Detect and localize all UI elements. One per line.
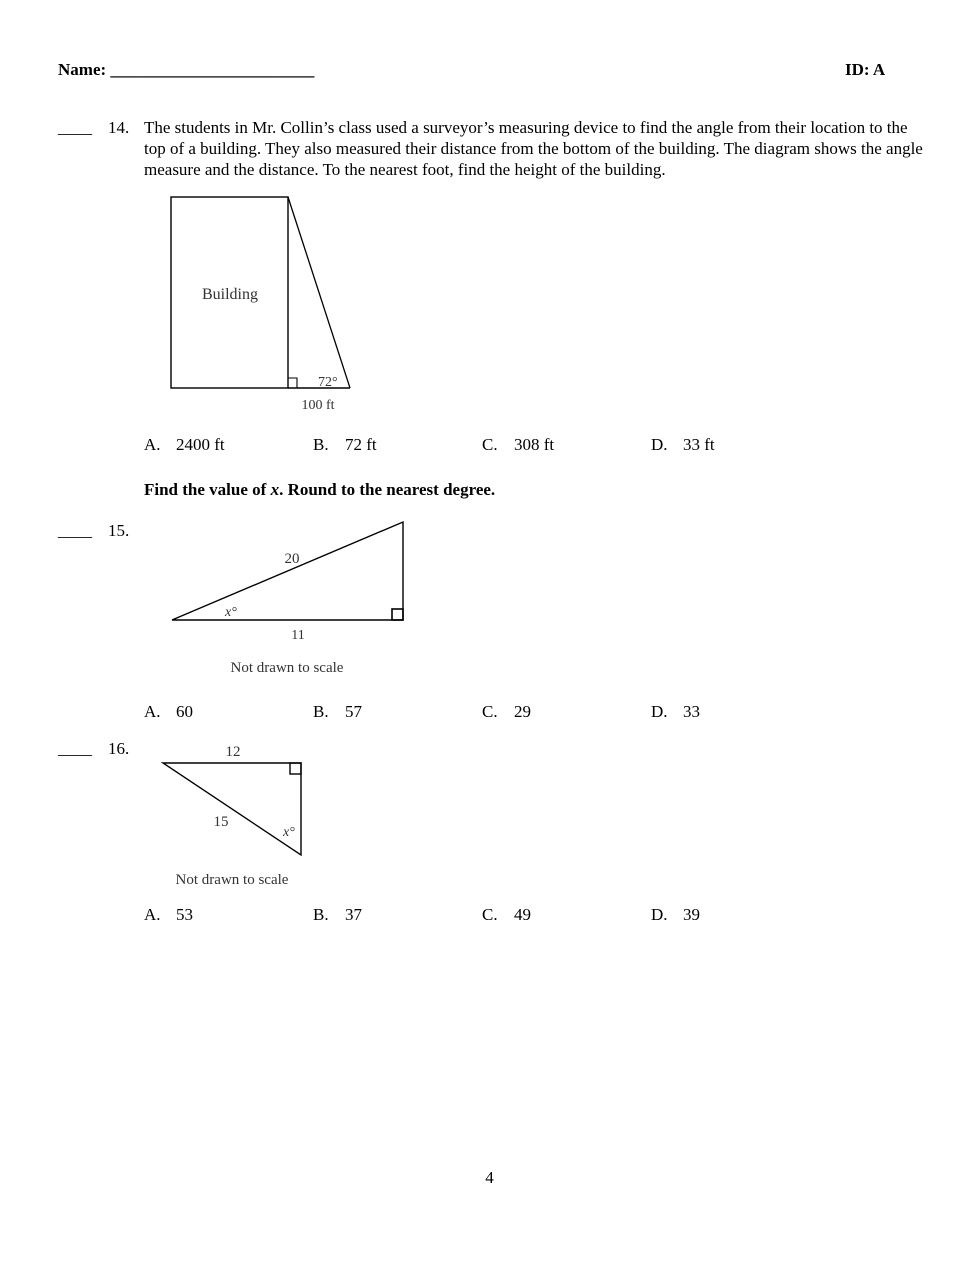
choice-a[interactable]: A. 60	[144, 702, 193, 721]
choice-b[interactable]: B. 72 ft	[313, 435, 377, 454]
answer-blank: ____	[58, 739, 92, 758]
question-number: 16.	[108, 739, 130, 758]
choice-b[interactable]: B. 57	[313, 702, 362, 721]
right-angle-mark	[288, 378, 297, 388]
base-label: 11	[291, 628, 305, 643]
choice-d[interactable]: D. 33	[651, 702, 700, 721]
section-instruction: Find the value of x. Round to the nearest degree.	[144, 480, 496, 499]
choice-a[interactable]: A. 53	[144, 905, 193, 924]
name-blank: ________________________	[110, 60, 315, 79]
building-diagram	[160, 190, 380, 420]
triangle-diagram-16	[155, 738, 325, 893]
choice-d[interactable]: D. 39	[651, 905, 700, 924]
answer-blank: ____	[58, 521, 92, 540]
page-number: 4	[485, 1168, 494, 1187]
angle-label: x°	[225, 605, 237, 620]
scale-note: Not drawn to scale	[175, 872, 289, 888]
angle-label: x°	[283, 825, 295, 840]
distance-label: 100 ft	[301, 398, 335, 413]
choice-d[interactable]: D. 33 ft	[651, 435, 715, 454]
answer-blank: ____	[58, 118, 92, 137]
building-label: Building	[201, 286, 259, 303]
id-label: ID:	[845, 60, 870, 79]
variable-x: x	[270, 480, 280, 499]
angle-label: 72°	[318, 375, 338, 390]
sight-line	[288, 197, 350, 388]
choice-b[interactable]: B. 37	[313, 905, 362, 924]
question-number: 15.	[108, 521, 130, 540]
question-number: 14.	[108, 118, 130, 137]
right-angle-mark	[290, 763, 301, 774]
id-field	[845, 60, 885, 80]
name-label: Name:	[58, 60, 107, 79]
hypotenuse-label: 20	[284, 551, 300, 567]
right-angle-mark	[392, 609, 403, 620]
name-field	[58, 60, 314, 80]
hypotenuse-label: 15	[213, 814, 229, 830]
choice-c[interactable]: C. 29	[482, 702, 531, 721]
top-label: 12	[225, 744, 241, 760]
choice-a[interactable]: A. 2400 ft	[144, 435, 225, 454]
question-text: The students in Mr. Collin’s class used a surveyor’s measuring device to find the angle from their location to the top of a building. They also measured their distance from the bottom of the building. The diagram shows the angle measure and the distance. To the nearest foot, find the height of the building.	[144, 118, 923, 179]
scale-note: Not drawn to scale	[230, 660, 344, 676]
triangle-diagram-15	[160, 510, 420, 685]
choice-c[interactable]: C. 49	[482, 905, 531, 924]
triangle	[163, 763, 301, 855]
triangle	[172, 522, 403, 620]
id-value: A	[872, 60, 886, 79]
choice-c[interactable]: C. 308 ft	[482, 435, 555, 454]
